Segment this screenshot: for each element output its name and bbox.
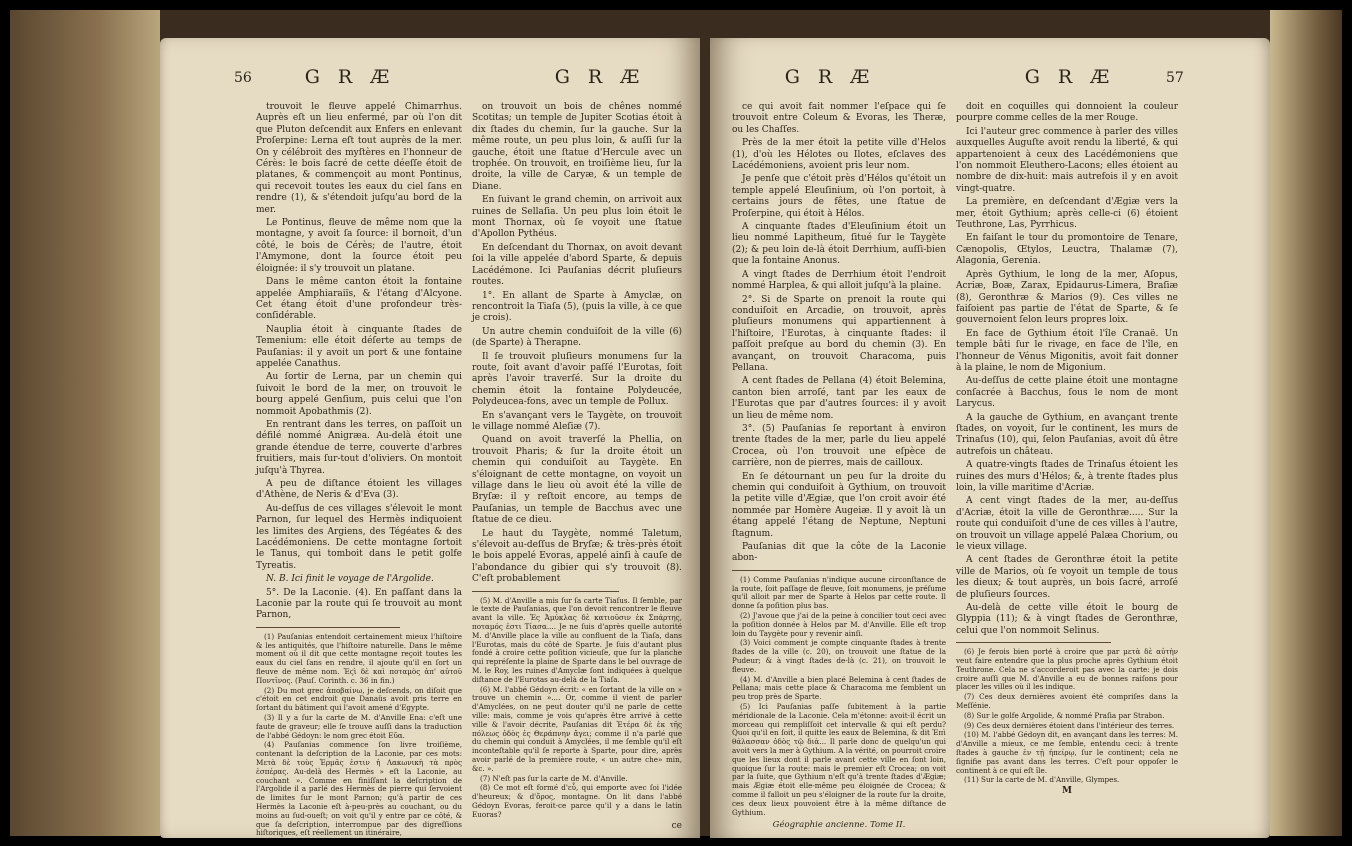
paragraph: Au-deſſus de cette plaine étoit une montagne conſacrée à Bacchus, ſous le nom de mont Larycus. xyxy=(956,376,1178,410)
footnote: (10) M. l'abbé Gédoyn dit, en avançant dans les terres: M. d'Anville a mieux, ce me ſemble, entendu ceci: à trente ſtades à gauche ἐν τῇ ἠπείρῳ, ſur le continent; cela ne ſignifie pas avant dans les terres. C'eſt pour oppoſer le continent à ce qui eſt île. xyxy=(956,730,1178,775)
right-page-edges xyxy=(1270,10,1342,836)
footnote: (4) M. d'Anville a bien placé Belemina à cent ſtades de Pellana; mais cette place & Characoma me ſemblent un peu trop près de Sparte. xyxy=(732,674,946,702)
paragraph: En faiſant le tour du promontoire de Tenare, Cænopolis, Œtylos, Leuctra, Thalamæ (7), Alagonia, Gerenia. xyxy=(956,233,1178,267)
left-page-edges xyxy=(10,10,160,836)
paragraph: ce qui avoit fait nommer l'eſpace qui ſe trouvoit entre Coleum & Evoras, les Theræ, ou les Chaſſes. xyxy=(732,102,946,135)
paragraph: Le haut du Taygète, nommé Taletum, s'élevoit au-deſſus de Bryſæ; & très-près étoit le bois appelé Evoras, appelé ainſi à cauſe de l'abondance du gibier qui s'y trouvoit (8). C'eſt probablement xyxy=(472,528,682,585)
paragraph: En ſe détournant un peu ſur la droite du chemin qui conduiſoit à Gythium, on trouvoit la petite ville d'Ægiæ, que l'on croit avoir été nommée par Homère Augeiæ. Il y avoit là un étang appelé l'étang de Neptune, Neptuni ſtagnum. xyxy=(732,471,946,539)
paragraph: En ſuivant le grand chemin, on arrivoit aux ruines de Sellaſia. Un peu plus loin étoit le mont Thornax, où ſe voyoit une ſtatue d'Apollon Pythéus. xyxy=(472,195,682,240)
footnote: (1) Pauſanias entendoit certainement mieux l'hiſtoire & les antiquités, que l'hiſtoire naturelle. Dans le même moment où il dit que cette montagne reçoit toutes les eaux du ciel ſans en rendre, il ajoute qu'il en ſort un fleuve de même nom. Ἐϛὶ δὲ καὶ ποταμὸς ἀπ' αὐτοῦ Ποντῖνος. (Pauſ. Corinth. c. 36 in fin.) xyxy=(256,631,462,685)
paragraph: doit en coquilles qui donnoient la couleur pourpre comme celles de la mer Rouge. xyxy=(956,102,1178,124)
footnote: (9) Ces deux dernières étoient dans l'intérieur des terres. xyxy=(964,720,1175,730)
right-page-header xyxy=(710,66,1270,96)
running-head: G R Æ xyxy=(784,66,876,88)
footnote: (11) Sur la carte de M. d'Anville, Glympes. xyxy=(964,775,1120,785)
paragraph: A vingt ſtades de Derrhium étoit l'endroit nommé Harplea, & qui alloit juſqu'à la plaine. xyxy=(732,269,946,292)
footnote-rule xyxy=(956,642,1111,643)
paragraph: Ici l'auteur grec commence à parler des villes auxquelles Auguſte avoit rendu la liberté, & qui appartenoient à ceux des Lacédémoniens que l'on nommoit Eleuthero-Lacons; elles étoient au nombre de dix-huit: mais autrefois il y en avoit vingt-quatre. xyxy=(956,126,1178,194)
paragraph: Quand on avoit traverſé la Phellia, on trouvoit Pharis; & ſur la droite étoit un chemin qui conduiſoit au Taygète. En s'éloignant de cette montagne, on voyoit un village dans le lieu où avoit été la ville de Bryſæ: il y reſtoit encore, au temps de Pauſanias, un temple de Bacchus avec une ſtatue de ce dieu. xyxy=(472,435,682,526)
paragraph: trouvoit le fleuve appelé Chimarrhus. Auprès eſt un lieu enfermé, par où l'on dit que Pluton deſcendit aux Enfers en enlevant Proſerpine: Lerna eſt tout auprès de la mer. On y célébroit des myſtères en l'honneur de Cérès: le bois ſacré de cette déeſſe étoit de platanes, & commençoit au mont Pontinus, qui recevoit toutes les eaux du ciel ſans en rendre (1), & s'étendoit juſqu'au bord de la mer. xyxy=(256,102,462,215)
footnote: (4) Pauſanias commence ſon livre troiſième, contenant la deſcription de la Laconie, par ces mots: Μετὰ δὲ τοὺς Ἑρμᾶς ἐστιν ἡ Λακωνικὴ τὰ πρὸς ἑσπέρας. Au-delà des Hermès » eſt la Laconie, au couchant ». Comme en finiſſant la deſcription de l'Argolide il a parlé des Hermès de pierre qui ſervoient de limites ſur le mont Parnon; qu'à partir de ces Hermès la Laconie eſt à-peu-près au couchant, ou du moins au ſud-oueſt; on voit qu'il y entre par ce côté, & que ſa deſcription, interrompue par des digreſſions hiſtoriques, eſt réellement un itinéraire, xyxy=(256,740,462,838)
right-page-column-2 xyxy=(956,102,1178,798)
paragraph: A cinquante ſtades d'Eleuſinium étoit un lieu nommé Lapitheum, ſitué ſur le Taygète (2); & peu loin de-là étoit Derrhium, auſſi-bien que la fontaine Anonus. xyxy=(732,222,946,267)
paragraph: En face de Gythium étoit l'île Cranaë. Un temple bâti ſur le rivage, en face de l'île, en l'honneur de Vénus Migonitis, avoit fait donner à la plaine, le nom de Migonium. xyxy=(956,328,1178,373)
footnote: (2) Du mot grec ἀποβαίνω, je deſcends, on diſoit que c'étoit en cet endroit que Danaüs avoit pris terre en ſortant du bâtiment qui l'avoit amené d'Egypte. xyxy=(256,685,462,713)
paragraph: A la gauche de Gythium, en avançant trente ſtades, on voyoit, ſur le continent, les murs de Trinaſus (10), qui, ſelon Pauſanias, avoit dû être autrefois un château. xyxy=(956,412,1178,457)
paragraph: 2°. Si de Sparte on prenoit la route qui conduiſoit en Arcadie, on trouvoit, après pluſieurs monumens qui appartiennent à l'hiſtoire, l'Eurotas, à cinquante ſtades: il paſſoit preſque au bord du chemin (3). En avançant, on trouvoit Characoma, puis Pellana. xyxy=(732,294,946,373)
paragraph: A peu de diſtance étoient les villages d'Athène, de Neris & d'Eva (3). xyxy=(256,479,462,501)
footnote: (3) Voici comment je compte cinquante ſtades à trente ſtades de la ville (c. 20), on trouvoit une ſtatue de la Pudeur; & à vingt ſtades de-là (c. 21), on trouvoit le fleuve. xyxy=(732,638,946,674)
footnotes xyxy=(956,648,1178,785)
left-page-column-2 xyxy=(472,102,682,832)
paragraph: Au-deſſus de ces villages s'élevoit le mont Parnon, ſur lequel des Hermès indiquoient les limites des Argiens, des Tégéates & des Lacédémoniens. De cette montagne ſortoit le Tanus, qui tomboit dans le petit golfe Tyreatis. xyxy=(256,503,462,571)
footnote: (1) Comme Pauſanias n'indique aucune circonſtance de la route, ſoit paſſage de fleuve, ſoit monumens, je préſume qu'il alloit par mer de Sparte à Helos par cette route. Il donne ſa poſition plus bas. xyxy=(732,574,946,611)
paragraph: Il ſe trouvoit pluſieurs monumens ſur la route, ſoit avant d'avoir paſſé l'Eurotas, ſoit après l'avoir traverſé. Sur la droite du chemin étoit la fontaine Polydeucée, Polydeucea-fons, avec un temple de Pollux. xyxy=(472,351,682,408)
paragraph: Pauſanias dit que la côte de la Laconie abon- xyxy=(732,542,946,564)
paragraph: 3°. (5) Pauſanias ſe reportant à environ trente ſtades de la mer, parle du lieu appelé Crocea, où l'on trouvoit une eſpèce de carrière, non de pierres, mais de cailloux. xyxy=(732,423,946,469)
footnote: (3) Il y a ſur la carte de M. d'Anville Ena: c'eſt une faute de graveur; elle ſe trouve auſſi dans la traduction de l'abbé Gédoyn: le nom grec étoit Εὔα. xyxy=(256,713,462,740)
footnote-rule xyxy=(256,627,400,628)
right-page xyxy=(710,38,1270,838)
footnotes xyxy=(472,597,682,820)
footnote: (5) Ici Pauſanias paſſe ſubitement à la partie méridionale de la Laconie. Cela m'étonne: avoit-il écrit un morceau qui rempliſſoit cet intervalle & qui eſt perdu? Quoi qu'il en ſoit, il quitte les eaux de Belemina, & dit Ἐπὶ θάλασσαν ὁδὸς τῷ διὰ... Il parle donc de quelqu'un qui avoit vers la mer à Gythium. A la vérité, on pourroit croire que les lieux dont il parle avant cette ville en ſont loin, quoique ſur la route: mais le premier eſt Crocea; on voit par la ſuite, que Gythium n'eſt qu'à trente ſtades d'Ægiæ; mais Ægiæ étoit elle-même peu éloignée de Crocea; & comme il falloit un peu s'éloigner de la route ſur la droite, ces deux lieux pouvoient être à la même diſtance de Gythium. xyxy=(732,702,946,817)
running-head: G R Æ xyxy=(554,66,646,88)
paragraph: Au ſortir de Lerna, par un chemin qui ſuivoit le bord de la mer, on trouvoit le bourg appelé Genſium, puis celui que l'on nommoit Apobathmis (2). xyxy=(256,372,462,417)
book-spread xyxy=(10,10,1342,836)
paragraph: 5°. De la Laconie. (4). En paſſant dans la Laconie par la route qui ſe trouvoit au mont Parnon, xyxy=(256,587,462,621)
paragraph: Le Pontinus, fleuve de même nom que la montagne, y avoit ſa ſource: il bornoit, d'un côté, le bois de Cérès; de l'autre, étoit l'Amymone, dont la ſource étoit peu éloignée: il s'y trouvoit un platane. xyxy=(256,218,462,274)
signature-line: Géographie ancienne. Tome II. xyxy=(772,820,906,831)
paragraph: Nauplia étoit à cinquante ſtades de Temenium: elle étoit déſerte au temps de Pauſanias: il y avoit un port & une fontaine appelée Canathus. xyxy=(256,324,462,369)
footnote: (6) Je ferois bien porté à croire que par μετὰ δὲ αὐτὴν veut faire entendre que la plus proche après Gythium étoit Teuthrone. Cela ne s'accorderoit pas avec la carte: je dois croire auſſi que M. d'Anville a eu de bonnes raiſons pour placer les villes où il les indique. xyxy=(956,647,1178,692)
paragraph: Dans le même canton étoit la fontaine appelée Amphiaraiïs, & l'étang d'Alcyone. Cet étang étoit d'une profondeur très-conſidérable. xyxy=(256,277,462,322)
paragraph: 1°. En allant de Sparte à Amyclæ, on rencontroit la Tiaſa (5), (puis la ville, à ce que je crois). xyxy=(472,290,682,324)
footnote: (2) J'avoue que j'ai de la peine à concilier tout ceci avec la poſition donnée à Helos par M. d'Anville. Elle eſt trop loin du Taygète pour y revenir ainſi. xyxy=(732,611,946,638)
footnote-rule xyxy=(732,570,882,571)
footnote-rule xyxy=(472,591,619,592)
paragraph: Après Gythium, le long de la mer, Aſopus, Acriæ, Boæ, Zarax, Epidaurus-Limera, Braſiæ (8), Geronthræ & Marios (9). Ces villes ne faiſoient pas partie de l'état de Sparte, & ſe gouvernoient ſelon leurs propres loix. xyxy=(956,269,1178,326)
page-number: 57 xyxy=(1166,70,1184,86)
footnote: (7) Ces deux dernières avoient été compriſes dans la Meſſénie. xyxy=(956,692,1178,711)
footnotes xyxy=(732,576,946,818)
page-number: 56 xyxy=(234,70,252,86)
paragraph: La première, en deſcendant d'Ægiæ vers la mer, étoit Gythium; après celle-ci (6) étoient Teuthrone, Las, Pyrrhicus. xyxy=(956,197,1178,231)
paragraph: En rentrant dans les terres, on paſſoit un défilé nommé Anigræa. Au-delà étoit une grande étendue de terre, couverte d'arbres fruitiers, mais ſur-tout d'oliviers. On montoit juſqu'à Thyrea. xyxy=(256,419,462,476)
paragraph: A cent ſtades de Pellana (4) étoit Belemina, canton bien arroſé, tant par les eaux de l'Eurotas que par d'autres ſources: il y avoit un lieu de même nom. xyxy=(732,376,946,421)
footnote: (5) M. d'Anville a mis ſur ſa carte Tiaſus. Il ſemble, par le texte de Pauſanias, que l'on devoit rencontrer le fleuve avant la ville. Ἐς Ἀμύκλας δὲ κατιοῦσιν ἐκ Σπάρτης, ποταμός ἐστι Τίασα.... Je ne ſuis d'après quelle autorité M. d'Anville place la ville au confluent de la Tiaſa, dans l'Eurotas, mais du côté de Sparte. Je ſuis d'autant plus fondé à croire cette poſition vicieuſe, que ſur la planche qui repréſente la plaine de Sparte dans le bel ouvrage de M. le Roy, les ruines d'Amyclæ ſont indiquées à quelque diſtance de l'Eurotas au-delà de la Tiaſa. xyxy=(472,595,682,684)
signature-mark: M xyxy=(1062,786,1072,797)
footnotes xyxy=(256,633,462,838)
paragraph: on trouvoit un bois de chênes nommé Scotitas; un temple de Jupiter Scotias étoit à dix ſtades du chemin, ſur la gauche. Sur la même route, un peu plus loin, & auſſi ſur la gauche, étoit une ſtatue d'Hercule avec un trophée. On trouvoit, en troiſième lieu, ſur la droite, la ville de Caryæ, & un temple de Diane. xyxy=(472,102,682,192)
footnote: (8) Ce mot eſt formé d'εὖ, qui emporte avec ſoi l'idée d'heureux; & d'ὄρος, montagne. On lit dans l'abbé Gédoyn Evoras, feroit-ce parce qu'il y a dans le latin Euoras? xyxy=(472,783,682,819)
paragraph: Je penſe que c'étoit près d'Hélos qu'étoit un temple appelé Eleuſinium, où l'on portoit, à certains jours de fêtes, une ſtatue de Proſerpine, qui étoit à Hélos. xyxy=(732,174,946,219)
running-head: G R Æ xyxy=(1024,66,1116,88)
footnote: (8) Sur le golfe Argolide, & nommé Praſia par Strabon. xyxy=(964,710,1165,720)
paragraph: Un autre chemin conduiſoit de la ville (6) (de Sparte) à Therapne. xyxy=(472,326,682,349)
paragraph: N. B. Ici finit le voyage de l'Argolide. xyxy=(266,574,434,585)
paragraph: En deſcendant du Thornax, on avoit devant ſoi la ville appelée d'abord Sparte, & depuis Lacédémone. Ici Pauſanias décrit pluſieurs routes. xyxy=(472,242,682,288)
paragraph: En s'avançant vers le Taygète, on trouvoit le village nommé Aleſiæ (7). xyxy=(472,410,682,432)
paragraph: A quatre-vingts ſtades de Trinaſus étoient les ruines des murs d'Hélos; &, à trente ſtades plus loin, la ville maritime d'Acriæ. xyxy=(956,460,1178,493)
left-page-column-1 xyxy=(256,102,462,838)
right-page-column-1 xyxy=(732,102,946,832)
paragraph: A cent vingt ſtades de la mer, au-deſſus d'Acriæ, étoit la ville de Geronthræ..... Sur la route qui conduiſoit d'une de ces villes à l'autre, on trouvoit un village appelé Palæa Chorium, ou le vieux village. xyxy=(956,496,1178,553)
running-head: G R Æ xyxy=(304,66,396,88)
paragraph: A cent ſtades de Geronthræ étoit la petite ville de Marios, où ſe voyoit un temple de tous les dieux; & tout auprès, un bois ſacré, arroſé de pluſieurs ſources. xyxy=(956,555,1178,600)
footnote: (7) N'eſt pas ſur la carte de M. d'Anville. xyxy=(480,773,628,783)
paragraph: Au-delà de cette ville étoit le bourg de Glyppia (11); & à vingt ſtades de Geronthræ, celui que l'on nommoit Selinus. xyxy=(956,603,1178,636)
paragraph: Près de la mer étoit la petite ville d'Helos (1), d'où les Hélotes ou Ilotes, eſclaves des Lacédémoniens, avoient pris leur nom. xyxy=(732,138,946,172)
left-page-header xyxy=(160,66,700,96)
left-page xyxy=(160,38,700,838)
footnote: (6) M. l'abbé Gédoyn écrit: « en ſortant de la ville on » trouve un chemin ».... Or, comme il vient de parler d'Amyclées, on ne peut douter qu'il ne parle de cette ville: mais, comme je vois qu'après être arrivé à cette ville & l'avoir décrite, Pauſanias dit Ἑτέρα δὲ ἐκ τῆς πόλεως ὁδὸς ἐς Θεράπνην ἄγει; comme il n'a parlé que du chemin qui conduit à Amyclées, il me ſemble qu'il eſt inconteſtable qu'il ſe reporte à Sparte, pour dire, après avoir parlé de la première route, « un autre che» min, &c. ». xyxy=(472,684,682,773)
catchword: ce xyxy=(671,820,682,831)
